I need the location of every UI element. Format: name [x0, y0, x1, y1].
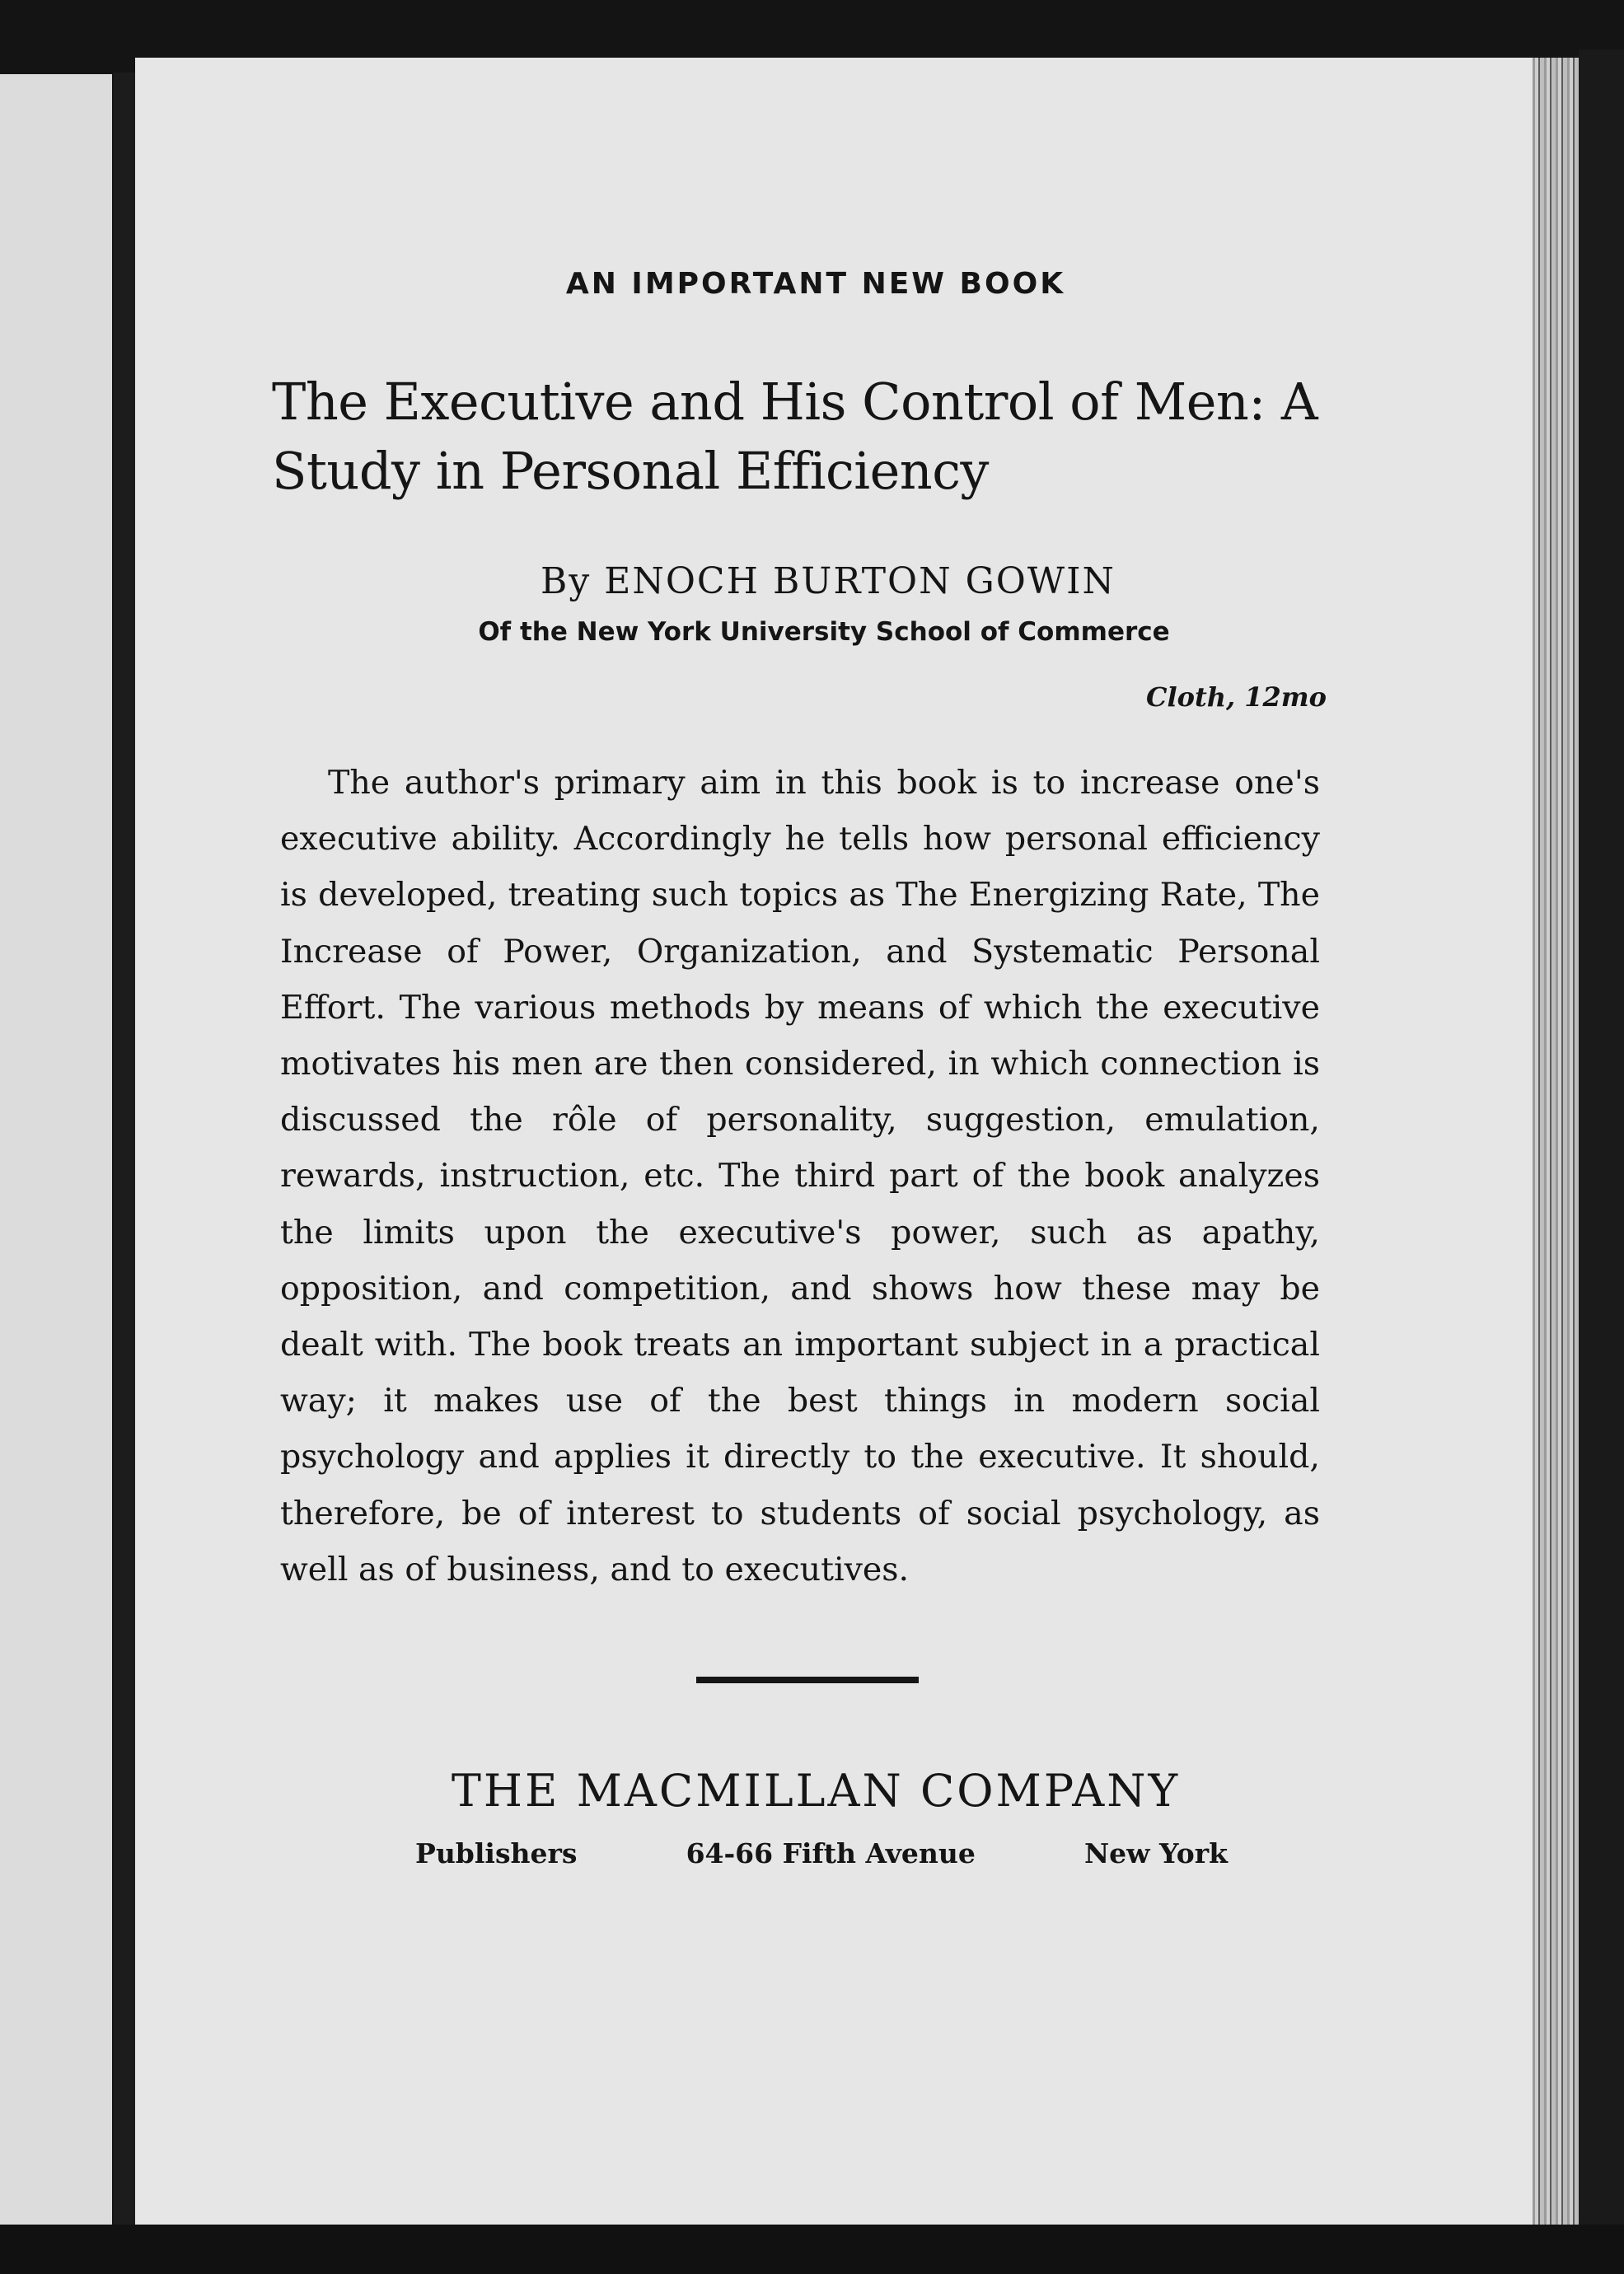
scan-border-bottom	[0, 2225, 1624, 2274]
kicker-heading: AN IMPORTANT NEW BOOK	[565, 267, 1066, 301]
book-description: The author's primary aim in this book is to increase one's executive ability. Accordingly he tells how personal efficiency is developed, treating such topics as The Energizing Rate, The Increase of Power, Organization, and Systematic Personal Effort. The various methods by means of which the executive motivates his men are then considered, in which connection is discussed the rôle of personality, suggestion, emulation, rewards, instruction, etc. The third part of the book analyzes the limits upon the executive's power, such as apathy, opposition, and competition, and shows how these may be dealt with. The book treats an important subject in a practical way; it makes use of the best things in modern social psychology and applies it directly to the executive. It should, therefore, be of interest to students of social psychology, as well as of business, and to executives.	[280, 764, 1320, 1589]
page-edge-stack	[1533, 58, 1579, 2225]
publisher-city: New York	[1083, 1837, 1228, 1870]
book-gutter	[114, 73, 135, 2228]
publisher-name: THE MACMILLAN COMPANY	[451, 1765, 1181, 1818]
publisher-address: 64-66 Fifth Avenue	[686, 1837, 976, 1870]
facing-page-edge	[0, 74, 112, 2225]
author-affiliation: Of the New York University School of Commerce	[478, 617, 1170, 647]
binding-format: Cloth, 12mo	[1145, 681, 1327, 713]
advertisement	[272, 247, 1327, 1874]
author-byline: By ENOCH BURTON GOWIN	[541, 560, 1116, 602]
publisher-imprint	[415, 1833, 1228, 1874]
scan-border-right	[1579, 49, 1624, 2233]
book-title: The Executive and His Control of Men: A Study in Personal Efficiency	[272, 372, 1318, 501]
publisher-role: Publishers	[415, 1837, 578, 1870]
divider-rule	[696, 1677, 919, 1683]
